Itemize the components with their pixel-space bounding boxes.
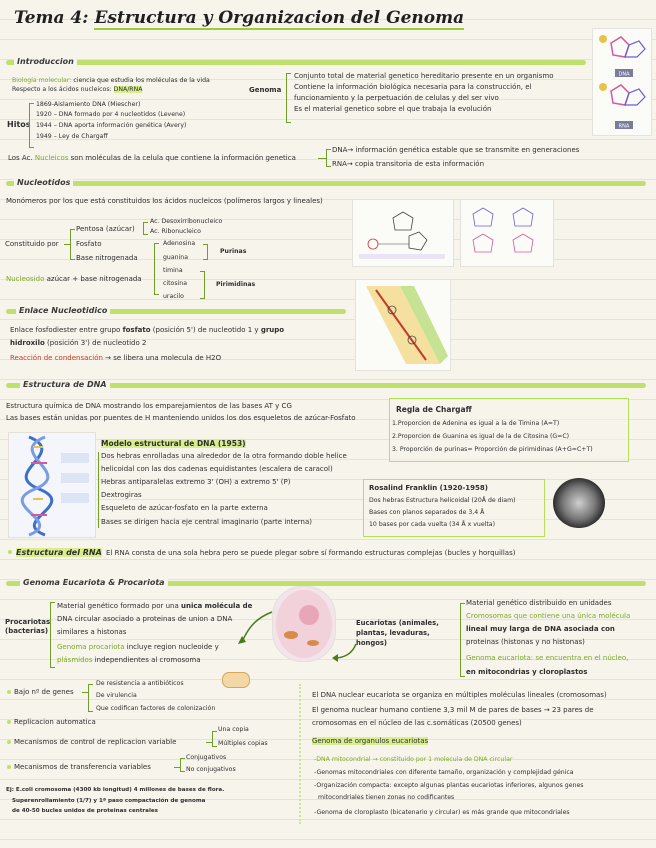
genoma-label: Genoma bbox=[249, 86, 282, 94]
phosphodiester-bond-image bbox=[355, 279, 451, 371]
nucleosido-line: Nucleosido azúcar + base nitrogenada bbox=[6, 275, 142, 283]
section-estructura-dna bbox=[6, 380, 646, 390]
rna-image-label: RNA bbox=[618, 123, 630, 130]
purinas-label: Purinas bbox=[220, 248, 247, 255]
nucleicos-line: Los Ac. Nucleicos son moléculas de la celula que contiene la información genetica bbox=[8, 154, 296, 162]
hitos-label: Hitos bbox=[7, 120, 31, 129]
ctrl-item: Una copia bbox=[218, 726, 249, 733]
ctrl-item: Múltiples copias bbox=[218, 740, 268, 747]
nucleotidos-def: Monómeros por los que está constituidos los ácidos nucleicos (polímeros largos y lineales) bbox=[6, 197, 323, 205]
rosalind-title: Rosalind Franklin (1920-1958) bbox=[369, 484, 488, 492]
organulo-line: -Organización compacta: excepto algunas plantas eucariotas inferiores, algunos genes bbox=[314, 782, 584, 789]
constituido-label: Constituido por bbox=[5, 240, 59, 248]
chargaff-rule: 2.Proporcion de Guanina es igual de la de Citosina (G=C) bbox=[392, 433, 570, 440]
rna-text: El RNA consta de una sola hebra pero se puede plegar sobre sí formando estructuras complejas (bucles y horquillas) bbox=[106, 549, 516, 557]
plasmidos-line: plásmidos independientes al cromosoma bbox=[57, 656, 201, 664]
chargaff-rule: 1.Proporcion de Adenina es igual a la de Timina (A=T) bbox=[392, 420, 560, 427]
euc-right-line: cromosomas en el núcleo de las c.somáticas (20500 genes) bbox=[312, 719, 522, 727]
euc-line: lineal muy larga de DNA asociada con bbox=[466, 625, 615, 633]
fosfato-label: Fosfato bbox=[76, 240, 102, 248]
double-helix-image bbox=[8, 432, 96, 538]
proc-line-1: Material genético formado por una unica molécula de bbox=[57, 602, 253, 610]
bajo-item: Que codifican factores de colonización bbox=[96, 705, 216, 712]
section-genoma-label: Genoma Eucariota & Procariota bbox=[20, 578, 168, 588]
nucleotide-structure-image bbox=[352, 199, 454, 267]
organulo-line: -DNA mitocondrial → constituido por 1 molecula de DNA circular bbox=[314, 756, 513, 763]
pentosa-label: Pentosa (azúcar) bbox=[76, 225, 135, 233]
section-enlace-label: Enlace Nucleotidico bbox=[16, 306, 110, 316]
dna-line-2: Las bases están unidas por puentes de H manteniendo unidos los dos esqueletos de azúcar-Fosfato bbox=[6, 414, 356, 422]
respecto-line: Respecto a los ácidos nucleicos: DNA/RNA bbox=[12, 86, 143, 93]
modelo-item: helicoidal con las dos cadenas equidistantes (escalera de caracol) bbox=[101, 465, 333, 473]
modelo-item: Hebras antiparalelas extremo 3' (OH) a extremo 5' (P) bbox=[101, 478, 291, 486]
dna-line: DNA→ información genética estable que se transmite en generaciones bbox=[332, 146, 580, 154]
dna-rna-molecule-image bbox=[592, 28, 652, 136]
mecanismos-control-label: Mecanismos de control de replicacion variable bbox=[14, 738, 177, 746]
section-estructura-dna-label: Estructura de DNA bbox=[20, 380, 110, 390]
hito-item: 1869-Aislamiento DNA (Miescher) bbox=[36, 101, 141, 108]
base-item: uracilo bbox=[163, 293, 184, 300]
section-nucleotidos bbox=[6, 178, 646, 188]
hito-item: 1949 – Ley de Chargaff bbox=[36, 133, 108, 140]
euc-line: Cromosomas que contiene una única molécula bbox=[466, 612, 631, 620]
bajo-genes-label: Bajo nº de genes bbox=[14, 688, 74, 696]
ej-text: Ej: E.coli cromosoma (4300 kb longitud) 4 millones de bases de flora. bbox=[6, 787, 225, 793]
proc-line: DNA circular asociado a proteinas de union a DNA bbox=[57, 615, 233, 623]
ej-text: Superenrollamiento (1/7) y 1ª paso compactación de genoma bbox=[12, 798, 206, 804]
genoma-def: Es el material genetico sobre el que trabaja la evolución bbox=[294, 105, 492, 113]
bacteria-image bbox=[222, 672, 250, 688]
base-item: citosina bbox=[163, 280, 187, 287]
modelo-title: Modelo estructural de DNA (1953) bbox=[101, 439, 246, 448]
modelo-item: Bases se dirigen hacia eje central imaginario (parte interna) bbox=[101, 518, 312, 526]
section-intro-label: Introduccion bbox=[14, 57, 77, 67]
dna-line-1: Estructura química de DNA mostrando los emparejamientos de las bases AT y CG bbox=[6, 402, 292, 410]
organulo-line: mitocondriales tienen zonas no codificantes bbox=[318, 794, 455, 801]
base-item: timina bbox=[163, 267, 183, 274]
proc-line: similares a histonas bbox=[57, 628, 127, 636]
enlace-line-2: hidroxilo (posición 3') de nucleotido 2 bbox=[10, 339, 147, 347]
ej-text: de 40-50 bucles unidos de proteinas centrales bbox=[12, 808, 158, 814]
arrow-icon bbox=[236, 608, 276, 648]
nitrogen-bases-image bbox=[460, 199, 554, 267]
pentosa-opt: Ac. Ribonucleico bbox=[150, 228, 201, 235]
eucariotas-label: Eucariotas (animales, plantas, levaduras, hongos) bbox=[356, 619, 439, 647]
pentosa-opt: Ac. Desoxirribonucleico bbox=[150, 218, 223, 225]
base-item: guanina bbox=[163, 254, 188, 261]
replicacion-label: Replicacion automatica bbox=[14, 718, 96, 726]
page-title bbox=[14, 8, 464, 28]
rosalind-item: Dos hebras Estructura helicoidal (20Å de diam) bbox=[369, 497, 516, 504]
base-item: Adenosina bbox=[163, 240, 196, 247]
base-label: Base nitrogenada bbox=[76, 254, 138, 262]
genoma-def: Contiene la información biológica necesaria para la construcción, el bbox=[294, 83, 532, 91]
procariotas-label: Procariotas (bacterias) bbox=[5, 618, 51, 635]
euc-line: en mitocondrias y cloroplastos bbox=[466, 668, 588, 676]
enlace-line-1: Enlace fosfodiester entre grupo fosfato (posición 5') de nucleotido 1 y grupo bbox=[10, 326, 285, 334]
euc-right-line: Genoma de organulos eucariotas bbox=[312, 737, 429, 745]
euc-right-line: El DNA nuclear eucariota se organiza en múltiples moléculas lineales (cromosomas) bbox=[312, 691, 607, 699]
genoma-def: funcionamiento y la perpetuación de celulas y del ser vivo bbox=[294, 94, 499, 102]
organulo-line: -Genomas mitocondriales con diferente tamaño, organización y complejidad génica bbox=[314, 769, 574, 776]
euc-line: Material genético distribuido en unidades bbox=[466, 599, 612, 607]
modelo-item: Dos hebras enrolladas una alrededor de la otra formando doble helice bbox=[101, 452, 347, 460]
rosalind-item: Bases con planos separados de 3,4 Å bbox=[369, 509, 485, 516]
xray-diffraction-image bbox=[553, 478, 605, 528]
transf-item: No conjugativos bbox=[186, 766, 236, 773]
rosalind-item: 10 bases por cada vuelta (34 Å x vuelta) bbox=[369, 521, 496, 528]
rna-line: RNA→ copia transitoria de esta información bbox=[332, 160, 485, 168]
genoma-proc-line: Genoma procariota incluye region nucleoide y bbox=[57, 643, 219, 651]
euc-line: proteinas (histonas y no histonas) bbox=[466, 638, 585, 646]
title-main: Estructura y Organizacion del Genoma bbox=[94, 8, 465, 28]
section-rna-label: Estructura del RNA bbox=[16, 548, 102, 557]
eukaryotic-cell-image bbox=[272, 586, 336, 662]
chargaff-title: Regla de Chargaff bbox=[396, 405, 472, 414]
transf-item: Conjugativos bbox=[186, 754, 227, 761]
modelo-item: Dextrogiras bbox=[101, 491, 142, 499]
organulo-line: -Genoma de cloroplasto (bicatenario y circular) es más grande que mitocondriales bbox=[314, 809, 570, 816]
genoma-def: Conjunto total de material genetico hereditario presente en un organismo bbox=[294, 72, 554, 80]
hito-item: 1920 – DNA formado por 4 nucleotidos (Levene) bbox=[36, 111, 186, 118]
chargaff-rule: 3. Proporción de purinas= Proporción de pirimidinas (A+G=C+T) bbox=[392, 446, 593, 453]
modelo-item: Esqueleto de azúcar-fosfato en la parte externa bbox=[101, 504, 268, 512]
column-divider bbox=[299, 684, 301, 824]
euc-right-line: El genoma nuclear humano contiene 3,3 mil M de pares de bases → 23 pares de bbox=[312, 706, 594, 714]
section-enlace bbox=[6, 306, 346, 316]
bio-mol-line: Biología molecular: ciencia que estudia los moléculas de la vida bbox=[12, 77, 210, 84]
mecanismos-transferencia-label: Mecanismos de transferencia variables bbox=[14, 763, 151, 771]
title-prefix: Tema 4: bbox=[14, 8, 89, 28]
enlace-line-3: Reacción de condensación → se libera una molecula de H2O bbox=[10, 354, 222, 362]
bajo-item: De resistencia a antibióticos bbox=[96, 680, 184, 687]
section-intro bbox=[6, 57, 586, 67]
dna-image-label: DNA bbox=[618, 71, 630, 78]
section-nucleotidos-label: Nucleotidos bbox=[14, 178, 73, 188]
hito-item: 1944 – DNA aporta información genética (Avery) bbox=[36, 122, 187, 129]
pirimidinas-label: Pirimidinas bbox=[216, 281, 256, 288]
bajo-item: De virulencia bbox=[96, 692, 137, 699]
euc-line: Genoma eucariota: se encuentra en el núcleo, bbox=[466, 654, 629, 662]
